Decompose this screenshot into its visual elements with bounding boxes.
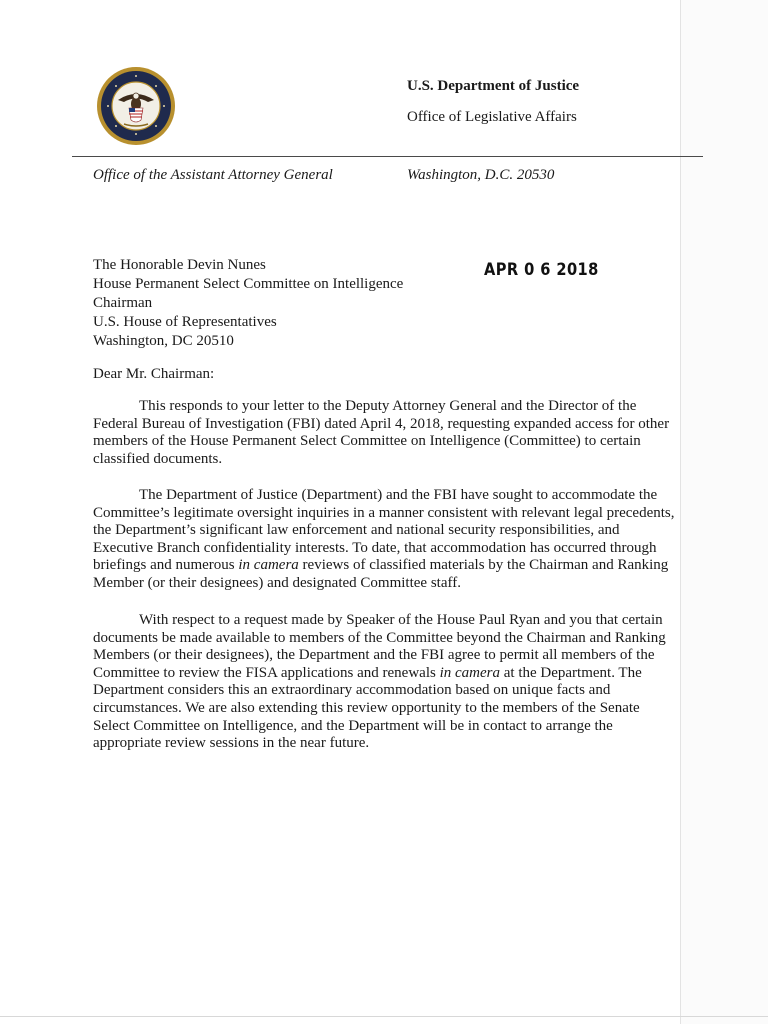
paragraph-line: Member (or their designees) and designated Committee staff. [93,574,461,591]
paragraph-line: With respect to a request made by Speaker of the House Paul Ryan and you that certain [139,612,663,628]
paragraph-line: appropriate review sessions in the near future. [93,735,370,752]
city-line: Washington, D.C. 20530 [407,167,555,183]
letterhead-rule [72,156,703,157]
paragraph-2 [93,487,693,593]
recipient-committee: House Permanent Select Committee on Intelligence [93,276,404,292]
recipient-chamber: U.S. House of Representatives [93,314,277,330]
paragraph-line: Federal Bureau of Investigation (FBI) dated April 4, 2018, requesting expanded access for other [93,415,670,432]
italic-term: in camera [238,557,299,574]
recipient-name: The Honorable Devin Nunes [93,257,266,273]
text-run: Committee to review the FISA applications and renewals [93,664,440,681]
paragraph-3 [93,612,693,753]
recipient-title: Chairman [93,295,153,311]
paragraph-line: Department considers this an extraordinary accommodation based on unique facts and [93,682,611,699]
italic-term: in camera [439,664,500,681]
office-name: Office of Legislative Affairs [407,109,577,125]
paragraph-line: the Department’s significant law enforcement and national security responsibilities, and [93,522,620,539]
paragraph-line: Executive Branch confidentiality interests. To date, that accommodation has occurred through [93,539,657,556]
paragraph-line [93,557,693,575]
department-name: U.S. Department of Justice [407,78,580,94]
doj-seal-icon [96,66,176,146]
paragraph-line: classified documents. [93,450,223,467]
salutation: Dear Mr. Chairman: [93,366,215,382]
paragraph-line: The Department of Justice (Department) and the FBI have sought to accommodate the [139,487,658,503]
paragraph-line: documents be made available to members of the Committee beyond the Chairman and Ranking [93,629,666,646]
paragraph-line: Members (or their designees), the Department and the FBI agree to permit all members of the [93,647,655,664]
paragraph-line: circumstances. We are also extending this review opportunity to the members of the Senate [93,699,640,716]
recipient-address [93,256,403,351]
paragraph-line: Select Committee on Intelligence, and the Department will be in contact to arrange the [93,717,613,734]
paragraph-line: members of the House Permanent Select Committee on Intelligence (Committee) to certain [93,433,641,450]
paragraph-line: Committee’s legitimate oversight inquiries in a manner consistent with relevant legal precedents, [93,504,675,521]
text-run: briefings and numerous [93,557,239,574]
paragraph-1 [93,398,693,468]
page-bottom-edge [0,1016,768,1017]
office-of-line: Office of the Assistant Attorney General [93,167,333,183]
text-run: reviews of classified materials by the Chairman and Ranking [298,557,669,574]
page-margin-shade [681,0,768,1024]
paragraph-line: This responds to your letter to the Deputy Attorney General and the Director of the [139,398,637,414]
recipient-city: Washington, DC 20510 [93,333,234,349]
date-stamp: APR 0 6 2018 [484,260,599,280]
text-run: at the Department. The [500,664,642,681]
paragraph-line [93,665,693,683]
